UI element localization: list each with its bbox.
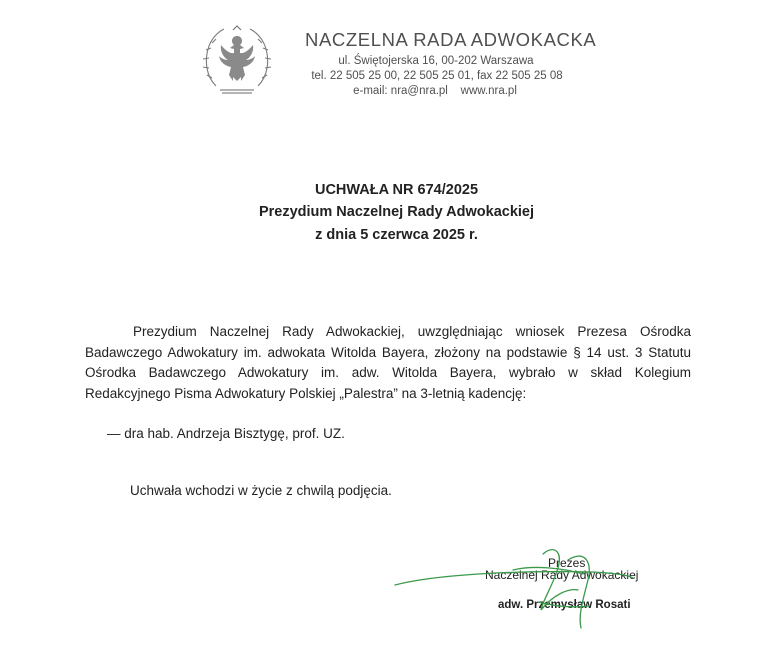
- header-address: ul. Świętojerska 16, 00-202 Warszawa: [338, 55, 534, 67]
- header-phones: tel. 22 505 25 00, 22 505 25 01, fax 22 505 25 08: [311, 70, 563, 82]
- appointee-item: — dra hab. Andrzeja Bisztygę, prof. UZ.: [107, 426, 345, 441]
- signatory-name: adw. Przemysław Rosati: [498, 599, 631, 611]
- resolution-paragraph: [85, 322, 691, 404]
- resolution-title: UCHWAŁA NR 674/2025: [314, 182, 479, 198]
- signatory-role: Prezes: [548, 556, 586, 570]
- resolution-issuer: Prezydium Naczelnej Rady Adwokackiej: [258, 204, 535, 220]
- header-contact: e-mail: nra@nra.pl www.nra.pl: [353, 85, 517, 97]
- organization-name: NACZELNA RADA ADWOKACKA: [305, 29, 597, 50]
- signatory-organization: Naczelnej Rady Adwokackiej: [485, 568, 639, 582]
- resolution-paragraph-text: Prezydium Naczelnej Rady Adwokackiej, uwzględniając wniosek Prezesa Ośrodka Badawczego Adwokatury im. adwokata Witolda Bayera, złożony na podstawie § 14 ust. 3 Statutu Ośrodka Badawczego Adwokatury im. adw. Witolda Bayera, wybrało w skład Kolegium Redakcyjnego Pisma Adwokatury Polskiej „Palestra” na 3-letnią kadencję:: [85, 324, 691, 401]
- resolution-date: z dnia 5 czerwca 2025 r.: [315, 227, 478, 243]
- closing-statement: Uchwała wchodzi w życie z chwilą podjęcia.: [130, 483, 392, 498]
- handwritten-signature: [393, 540, 653, 640]
